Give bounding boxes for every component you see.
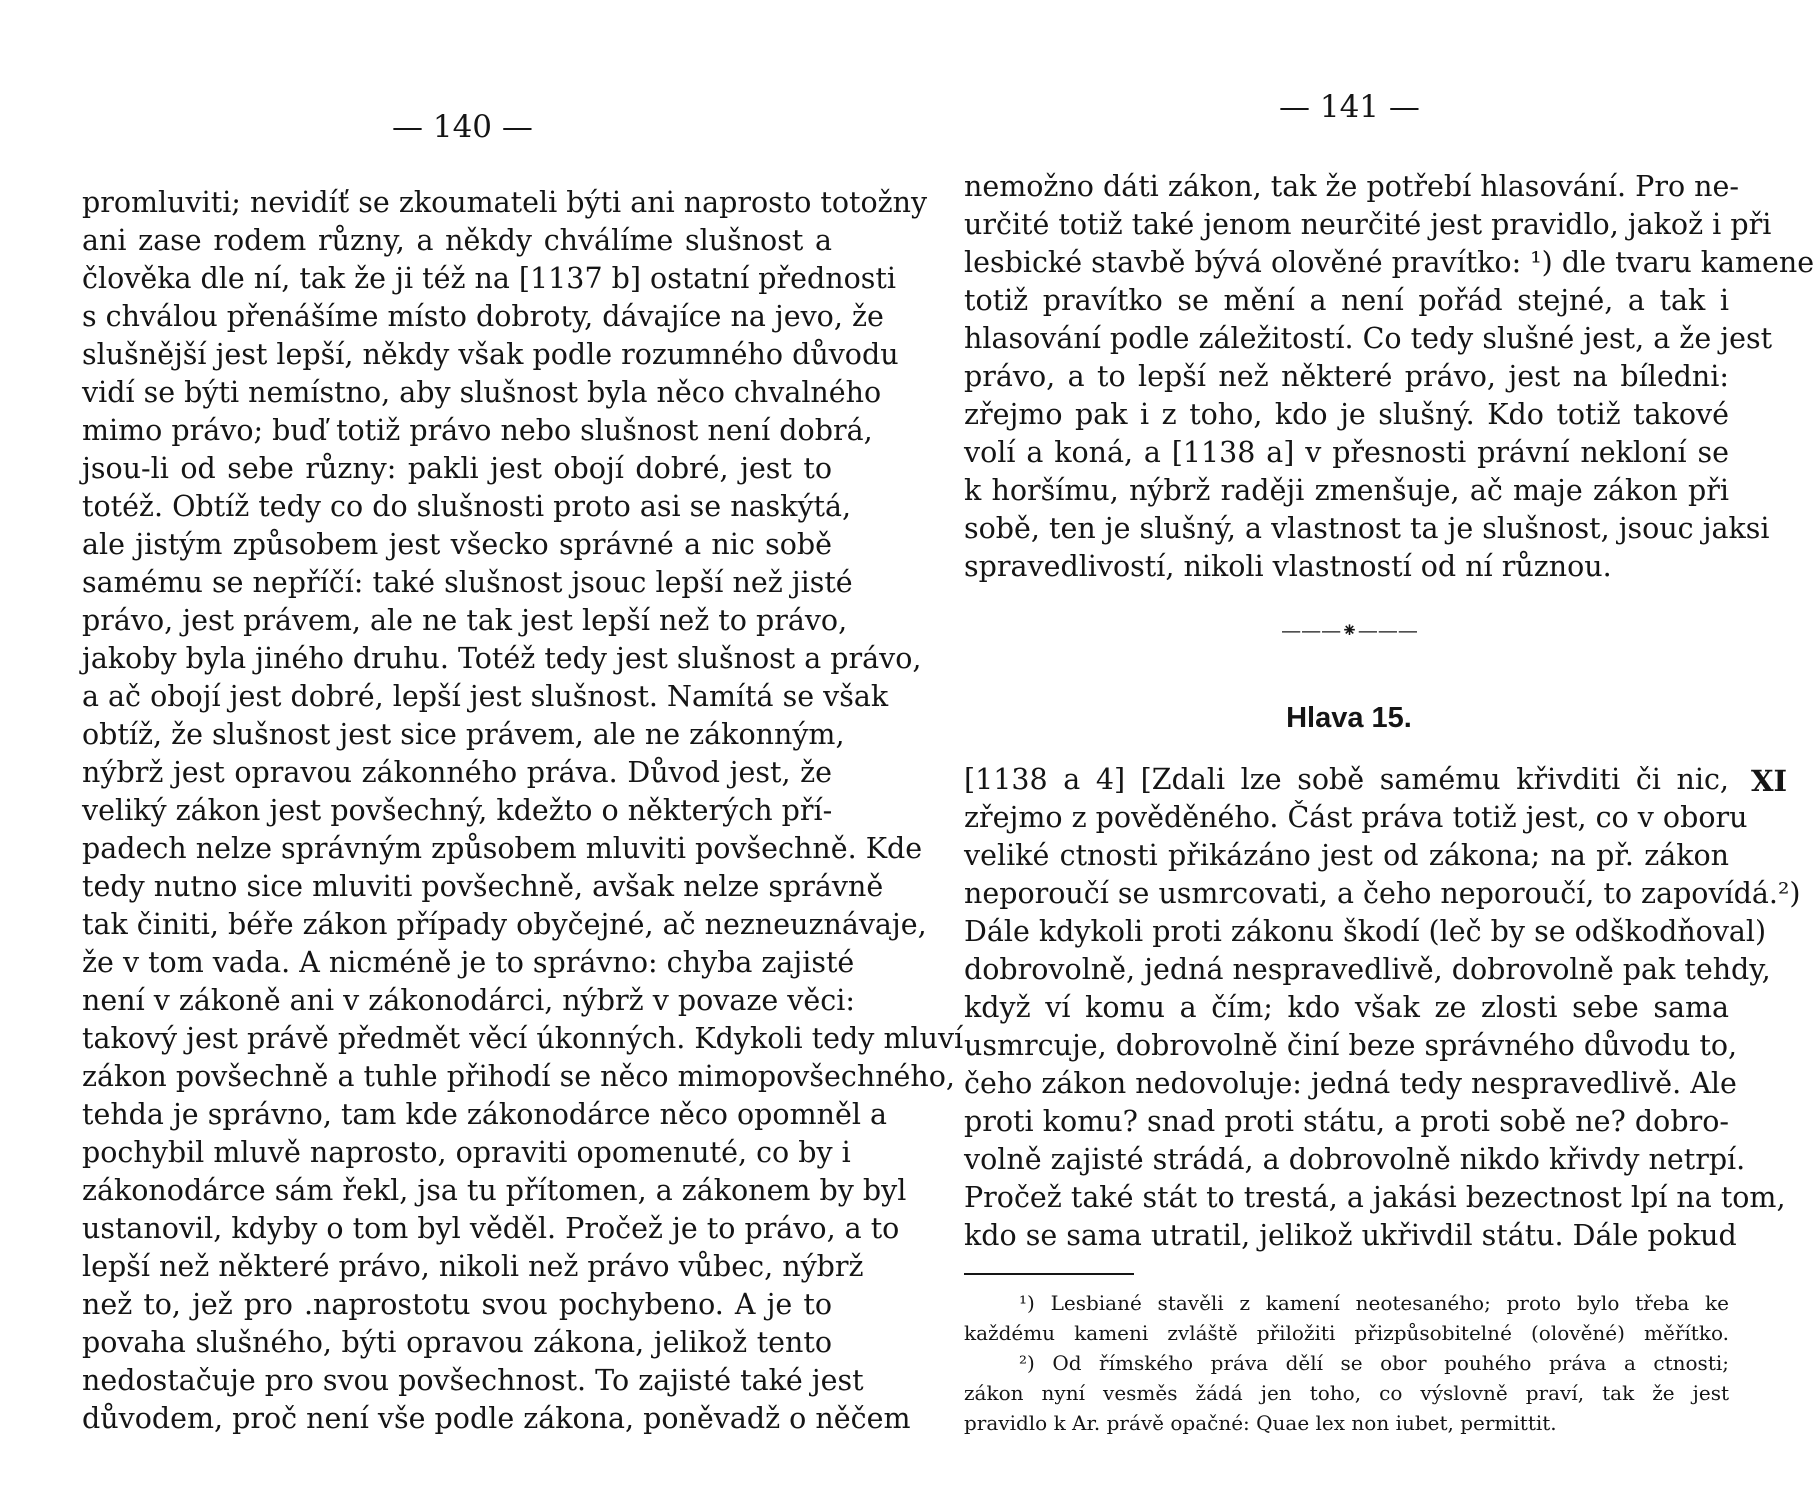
text-line: zákonodárce sám řekl, jsa tu přítomen, a zákonem by byl [82,1174,907,1207]
text-line: když ví komu a čím; kdo však ze zlosti sebe sama [964,991,1729,1024]
margin-note: XI [1751,764,1788,798]
footnote-line: ¹) Lesbiané stavěli z kamení neotesaného; proto bylo třeba ke [1019,1291,1729,1315]
text-line: určité totiž také jenom neurčité jest pravidlo, jakož i při [964,208,1772,241]
text-line: proti komu? snad proti státu, a proti sobě ne? dobro- [964,1105,1729,1138]
footnote-line: ²) Od římského práva dělí se obor pouhého práva a ctnosti; [1019,1351,1729,1375]
text-line: veliký zákon jest povšechný, kdežto o některých pří- [82,794,833,827]
text-line: k horšímu, nýbrž raději zmenšuje, ač maje zákon při [964,474,1729,507]
text-line: než to, jež pro .naprostotu svou pochybeno. A je to [82,1288,832,1321]
page-number-right: — 141 — [1279,89,1420,125]
text-line: Pročež také stát to trestá, a jakási bezectnost lpí na tom, [964,1181,1786,1214]
text-line: takový jest právě předmět věcí úkonných. Kdykoli tedy mluví [82,1022,964,1055]
text-line: ani zase rodem různy, a někdy chválíme slušnost a [82,224,832,257]
text-line: právo, a to lepší než některé právo, jest na bíledni: [964,360,1729,393]
text-line: totéž. Obtíž tedy co do slušnosti proto asi se naskýtá, [82,490,852,523]
text-line: neporoučí se usmrcovati, a čeho neporoučí, to zapovídá.²) [964,877,1801,910]
text-line: Dále kdykoli proti zákonu škodí (leč by se odškodňoval) [964,915,1767,948]
text-line: zřejmo z pověděného. Část práva totiž jest, co v oboru [964,801,1748,834]
text-line: samému se nepříčí: také slušnost jsouc lepší než jisté [82,566,853,599]
text-line: obtíž, že slušnost jest sice právem, ale ne zákonným, [82,718,845,751]
text-line: volně zajisté strádá, a dobrovolně nikdo křivdy netrpí. [964,1143,1746,1176]
text-line: padech nelze správným způsobem mluviti povšechně. Kde [82,832,923,865]
text-line: veliké ctnosti přikázáno jest od zákona; na př. zákon [964,839,1729,872]
text-line: jakoby byla jiného druhu. Totéž tedy jest slušnost a právo, [82,642,922,675]
text-line: ustanovil, kdyby o tom byl věděl. Pročež je to právo, a to [82,1212,900,1245]
text-line: tak činiti, béře zákon případy obyčejné, ač nezneuznávaje, [82,908,927,941]
footnote-line: každému kameni zvláště přiložiti přizpůsobitelné (olověné) měřítko. [964,1321,1729,1345]
text-line: hlasování podle záležitostí. Co tedy slušné jest, a že jest [964,322,1773,355]
text-line: a ač obojí jest dobré, lepší jest slušnost. Namítá se však [82,680,889,713]
footnote-rule [964,1273,1134,1275]
text-line: právo, jest právem, ale ne tak jest lepší než to právo, [82,604,848,637]
text-line: nemožno dáti zákon, tak že potřebí hlasování. Pro ne- [964,170,1740,203]
text-line: lesbické stavbě bývá olověné pravítko: ¹) dle tvaru kamene [964,246,1815,279]
text-line: povaha slušného, býti opravou zákona, jelikož tento [82,1326,832,1359]
text-line: spravedlivostí, nikoli vlastností od ní různou. [964,550,1612,583]
text-line: člověka dle ní, tak že ji též na [1137 b] ostatní přednosti [82,262,896,295]
text-line: důvodem, proč není vše podle zákona, poněvadž o něčem [82,1402,911,1435]
text-line: promluviti; nevidíť se zkoumateli býti ani naprosto totožny [82,186,928,219]
text-line: usmrcuje, dobrovolně činí beze správného důvodu to, [964,1029,1738,1062]
text-line: ale jistým způsobem jest všecko správné a nic sobě [82,528,832,561]
footnote-line: zákon nyní vesměs žádá jen toho, co výslovně praví, tak že jest [964,1381,1729,1405]
text-line: jsou-li od sebe různy: pakli jest obojí dobré, jest to [82,452,832,485]
text-line: nedostačuje pro svou povšechnost. To zajisté také jest [82,1364,864,1397]
text-line: s chválou přenášíme místo dobroty, dávajíce na jevo, že [82,300,884,333]
text-line: tehda je správno, tam kde zákonodárce něco opomněl a [82,1098,887,1131]
text-line: nýbrž jest opravou zákonného práva. Důvod jest, že [82,756,832,789]
text-line: slušnější jest lepší, někdy však podle rozumného důvodu [82,338,899,371]
text-line: pochybil mluvě naprosto, opraviti opomenuté, co by i [82,1136,851,1169]
footnote-line: pravidlo k Ar. právě opačné: Quae lex non iubet, permittit. [964,1411,1557,1435]
text-line: není v zákoně ani v zákonodárci, nýbrž v povaze věci: [82,984,855,1017]
text-line: čeho zákon nedovoluje: jedná tedy nespravedlivě. Ale [964,1067,1737,1100]
text-line: zákon povšechně a tuhle přihodí se něco mimopovšechného, [82,1060,955,1093]
chapter-heading: Hlava 15. [1286,702,1412,734]
text-line: totiž pravítko se mění a není pořád stejné, a tak i [964,284,1729,317]
section-ornament: ———⁕——— [1281,618,1418,642]
text-line: kdo se sama utratil, jelikož ukřivdil státu. Dále pokud [964,1219,1737,1252]
text-line: vidí se býti nemístno, aby slušnost byla něco chvalného [82,376,882,409]
text-line: dobrovolně, jedná nespravedlivě, dobrovolně pak tehdy, [964,953,1771,986]
page-number-left: — 140 — [392,109,533,145]
text-line: tedy nutno sice mluviti povšechně, avšak nelze správně [82,870,884,903]
text-line: mimo právo; buď totiž právo nebo slušnost není dobrá, [82,414,873,447]
text-line: [1138 a 4] [Zdali lze sobě samému křivditi či nic, [964,763,1729,796]
right-page [909,0,1818,1500]
text-line: volí a koná, a [1138 a] v přesnosti právní nekloní se [964,436,1729,469]
text-line: sobě, ten je slušný, a vlastnost ta je slušnost, jsouc jaksi [964,512,1770,545]
text-line: lepší než některé právo, nikoli než právo vůbec, nýbrž [82,1250,864,1283]
text-line: zřejmo pak i z toho, kdo je slušný. Kdo totiž takové [964,398,1729,431]
text-line: že v tom vada. A nicméně je to správno: chyba zajisté [82,946,855,979]
